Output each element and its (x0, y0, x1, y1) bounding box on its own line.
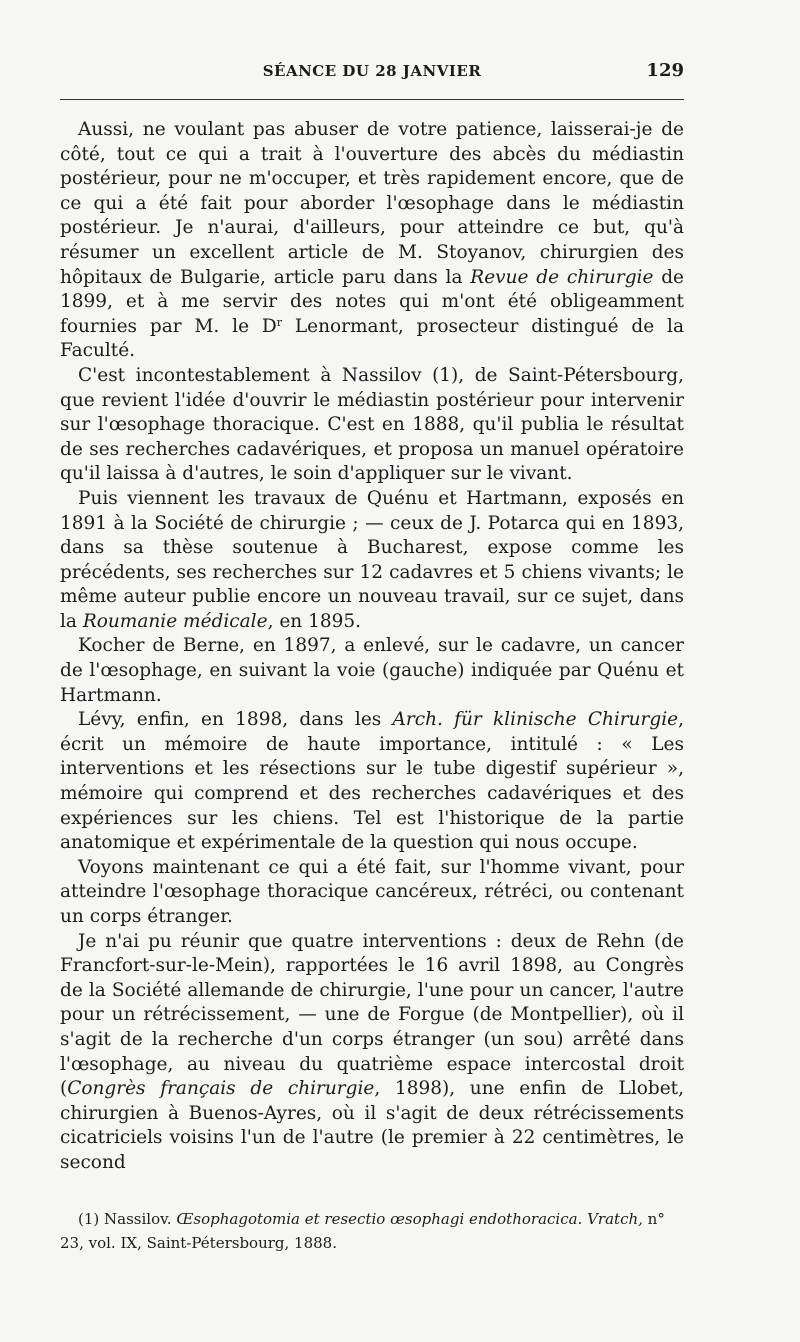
footnote-title: Œsophagotomia et resectio œsophagi endothoracica. Vratch, (176, 1210, 643, 1228)
body-text (60, 118, 684, 1176)
journal-title: Arch. für klinische Chirurgie (392, 709, 679, 731)
page-number: 129 (646, 60, 684, 81)
running-title: SÉANCE DU 28 JANVIER (262, 62, 482, 80)
paragraph (60, 930, 684, 1176)
footnote-rest: n° 23, vol. IX, Saint-Pétersbourg, 1888. (60, 1210, 665, 1252)
paragraph (60, 487, 684, 635)
paragraph: C'est incontestablement à Nassilov (1), de Saint-Pétersbourg, que revient l'idée d'ouvrir le médiastin postérieur pour intervenir sur l'œsophage thoracique. C'est en 1888, qu'il publia le résultat de ses recherches cadavériques, et proposa un manuel opératoire qu'il laissa à d'autres, le soin d'appliquer sur le vivant. (60, 364, 684, 485)
superscript: r (276, 315, 282, 329)
journal-title: Roumanie médicale (82, 610, 268, 632)
text-run: Lévy, enfin, en 1898, dans les (78, 709, 393, 731)
header-rule (60, 99, 684, 100)
running-header (60, 60, 684, 86)
footnotes (60, 1207, 684, 1255)
text-run: de 1899, et à me servir des notes qui m'ont été obligeamment fournies par M. le D (60, 266, 685, 337)
paragraph (60, 118, 684, 364)
paragraph: Kocher de Berne, en 1897, a enlevé, sur le cadavre, un cancer de l'œsophage, en suivant la voie (gauche) indiquée par Quénu et Hartmann. (60, 635, 684, 706)
text-run: Je n'ai pu réunir que quatre interventions : deux de Rehn (de Francfort-sur-le-Mein), rapportées le 16 avril 1898, au Congrès de la Société allemande de chirurgie, l'une pour un cancer, l'autre pour un rétrécissement, — une de Forgue (de Montpellier), où il s'agit de la recherche d'un corps étranger (un sou) arrêté dans l'œsophage, au niveau du quatrième espace intercostal droit ( (60, 930, 684, 1100)
text-run: , écrit un mémoire de haute importance, intitulé : « Les interventions et les résections sur le tube digestif supérieur », mémoire qui comprend et des recherches cadavériques et des expériences sur les chiens. Tel est l'historique de la partie anatomique et expérimentale de la question qui nous occupe. (60, 709, 685, 854)
footnote-ref: (1) Nassilov. (78, 1210, 177, 1228)
text-run: , en 1895. (267, 610, 362, 632)
text-run: Lenormant, prosecteur distingué de la Faculté. (60, 315, 684, 362)
paragraph (60, 708, 684, 856)
text-run: Puis viennent les travaux de Quénu et Hartmann, exposés en 1891 à la Société de chirurgie ; — ceux de J. Potarca qui en 1893, dans sa thèse soutenue à Bucharest, expose comme les précédents, ses recherches sur 12 cadavres et 5 chiens vivants; le même auteur publie encore un nouveau travail, sur ce sujet, dans la (60, 487, 684, 632)
journal-title: Congrès français de chirurgie (67, 1078, 375, 1100)
footnote (60, 1207, 684, 1255)
text-run: , 1898), une enfin de Llobet, chirurgien à Buenos-Ayres, où il s'agit de deux rétrécissements cicatriciels voisins l'un de l'autre (le premier à 22 centimètres, le second (60, 1078, 684, 1173)
journal-title: Revue de chirurgie (470, 266, 654, 288)
paragraph: Voyons maintenant ce qui a été fait, sur l'homme vivant, pour atteindre l'œsophage thoracique cancéreux, rétréci, ou contenant un corps étranger. (60, 856, 684, 927)
text-run: Aussi, ne voulant pas abuser de votre patience, laisserai-je de côté, tout ce qui a trait à l'ouverture des abcès du médiastin postérieur, pour ne m'occuper, et très rapidement encore, que de ce qui a été fait pour aborder l'œsophage dans le médiastin postérieur. Je n'aurai, d'ailleurs, pour atteindre ce but, qu'à résumer un excellent article de M. Stoyanov, chirurgien des hôpitaux de Bulgarie, article paru dans la (60, 119, 684, 288)
